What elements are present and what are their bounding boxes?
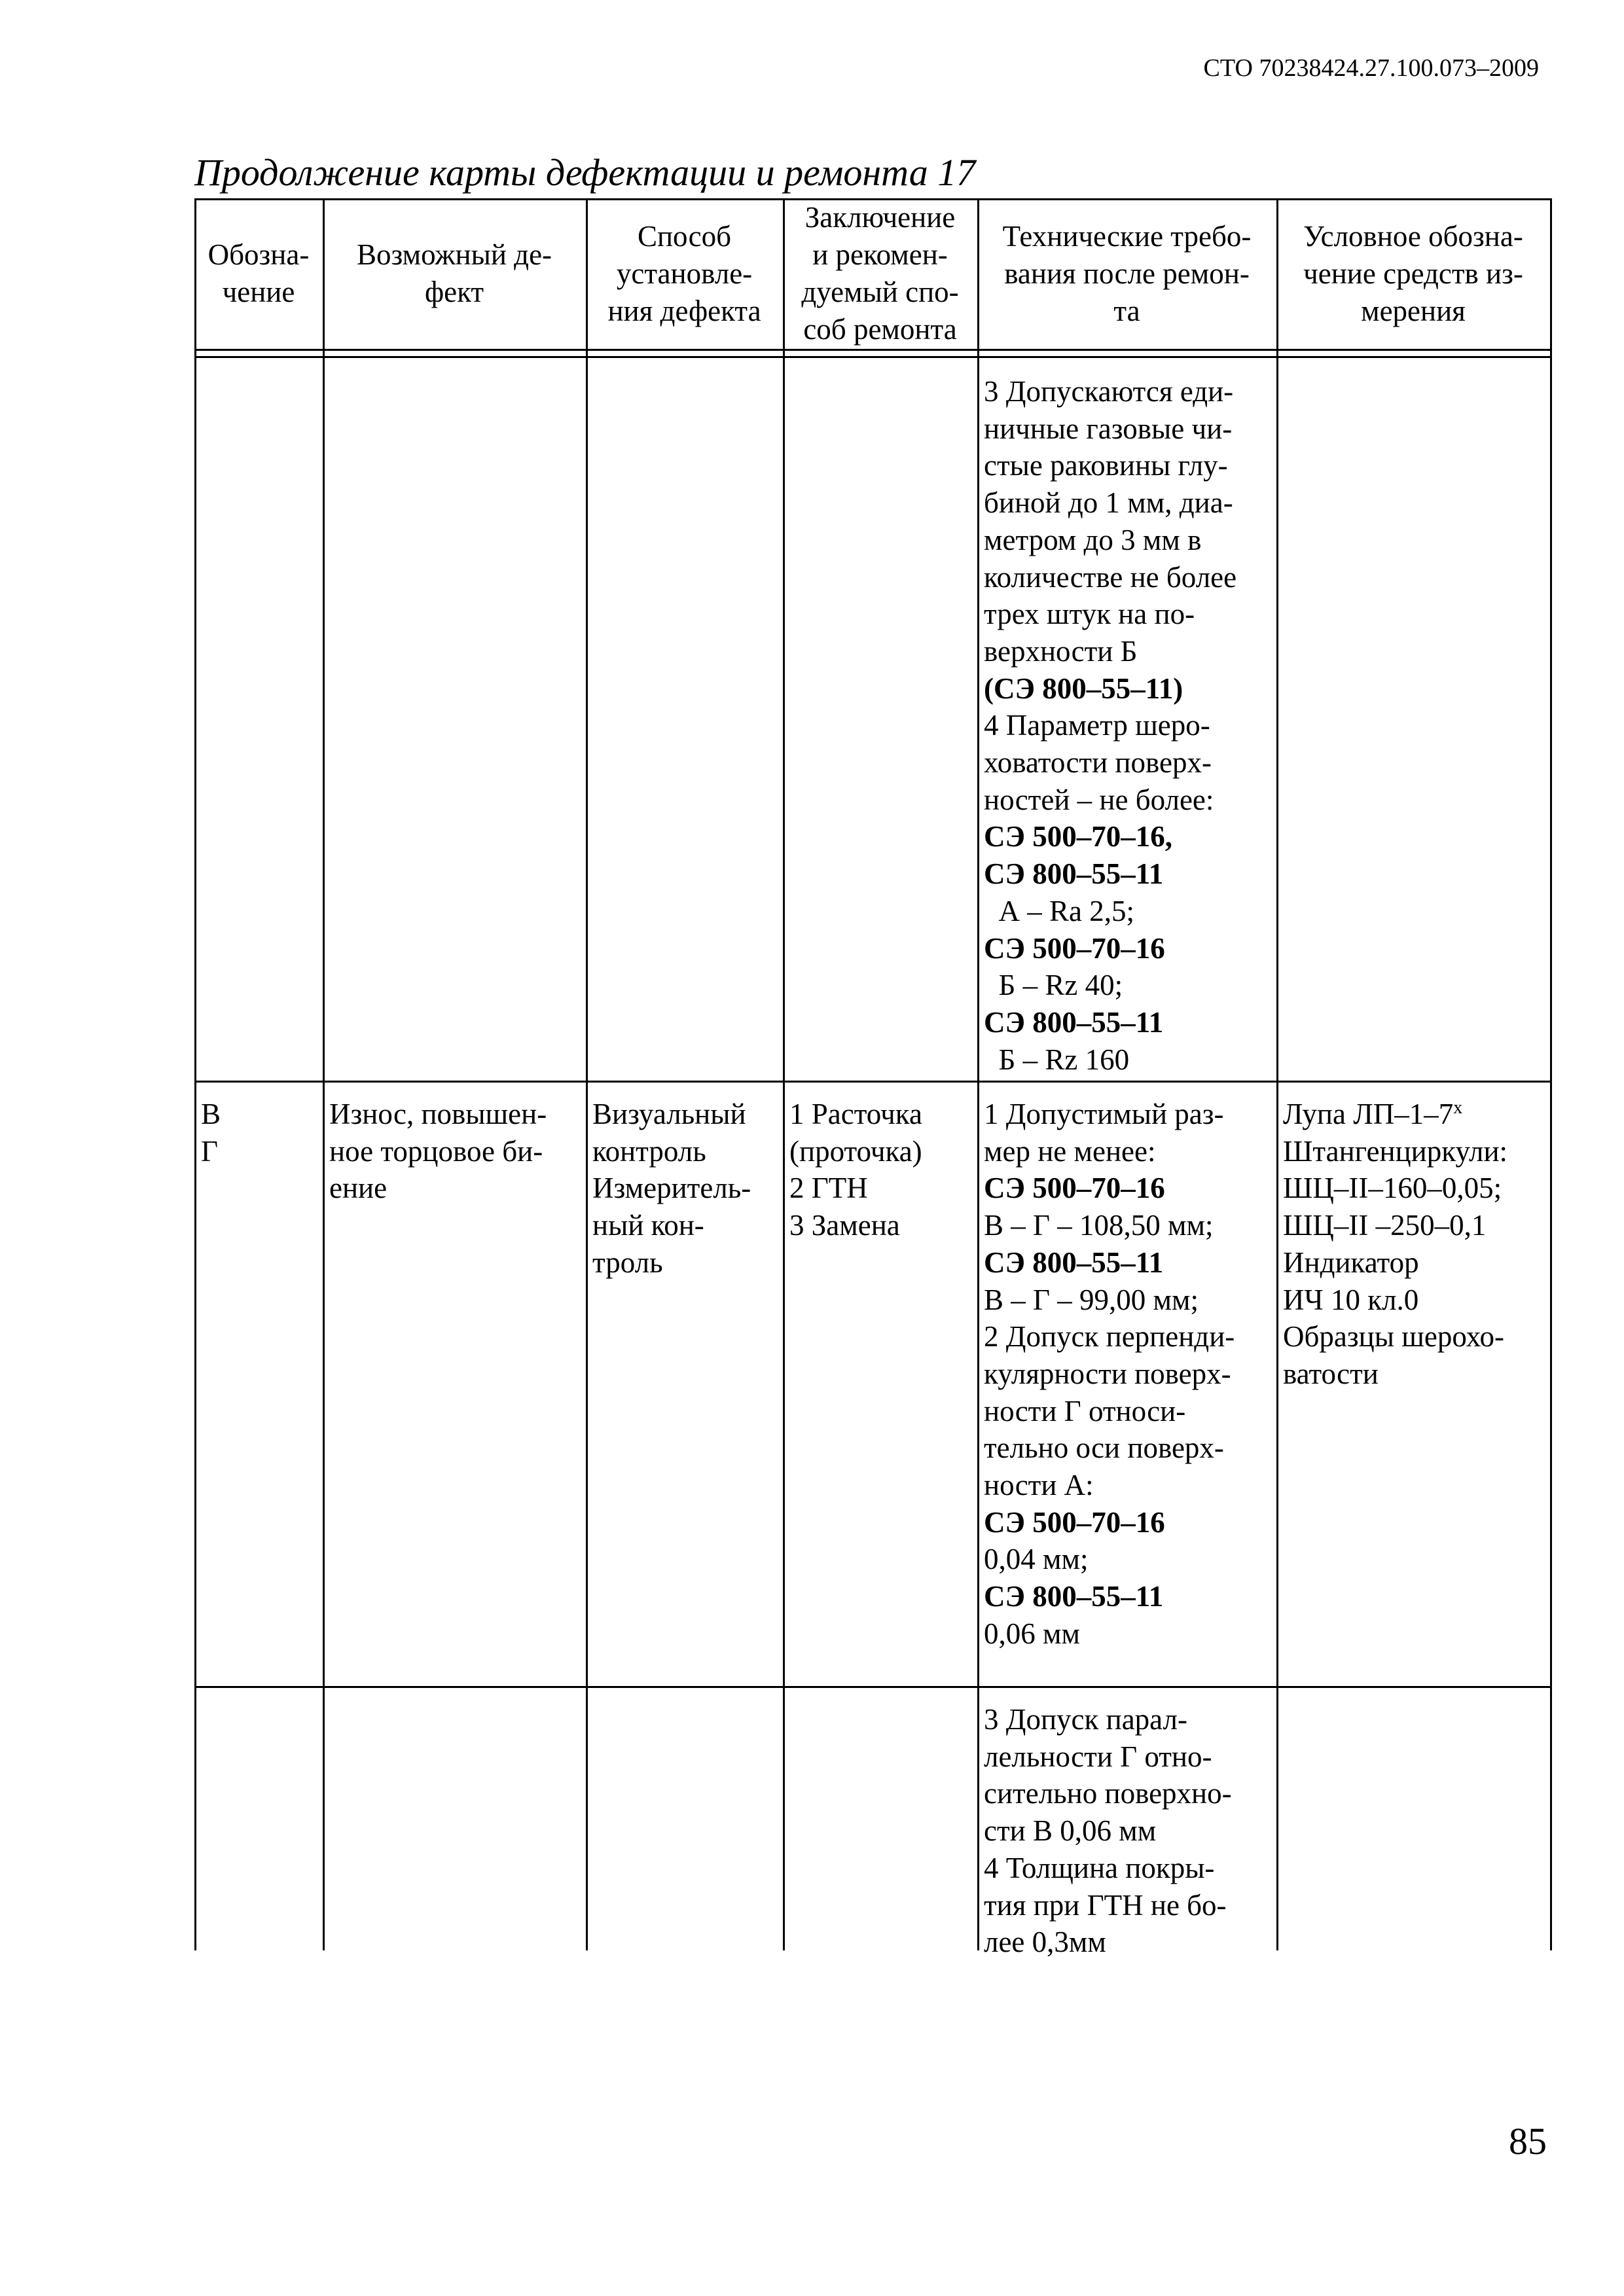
cell-text: сительно поверхно- xyxy=(984,1777,1232,1810)
cell-line xyxy=(984,1812,1232,1850)
cell-text: Образцы шерохо- xyxy=(1283,1320,1504,1354)
requirements-cell xyxy=(984,373,1236,1078)
defect-header xyxy=(325,236,583,311)
header-line: Возможный де- xyxy=(356,238,552,271)
cell-line xyxy=(1283,1207,1507,1244)
cell-text: СЭ 500–70–16, xyxy=(984,820,1173,853)
cell-line xyxy=(984,930,1236,967)
cell-line xyxy=(984,410,1236,448)
cell-line: троль xyxy=(592,1246,663,1279)
cell-line xyxy=(984,781,1236,819)
header-line: дуемый спо- xyxy=(801,276,959,308)
method-header xyxy=(588,218,780,330)
cell-line xyxy=(984,1355,1235,1393)
cell-line xyxy=(984,1244,1235,1282)
cell-line xyxy=(984,633,1236,670)
header-line: ния дефекта xyxy=(607,294,761,327)
cell-text: ностей – не более: xyxy=(984,783,1214,816)
header-line: фект xyxy=(424,276,484,308)
cell-line xyxy=(984,1701,1232,1738)
cell-line xyxy=(984,1467,1235,1504)
superscript: х xyxy=(1453,1098,1463,1118)
cell-line xyxy=(984,1096,1235,1133)
repair-cell xyxy=(789,1096,922,1244)
cell-text: ности А: xyxy=(984,1469,1094,1502)
column-divider xyxy=(977,198,979,1950)
row-divider xyxy=(194,1081,1551,1083)
cell-text: 0,04 мм; xyxy=(984,1543,1089,1576)
cell-text: СЭ 800–55–11 xyxy=(984,1246,1164,1279)
cell-line xyxy=(984,1924,1232,1961)
cell-text: трех штук на по- xyxy=(984,598,1195,631)
cell-text: ШЦ–II –250–0,1 xyxy=(1283,1209,1487,1242)
cell-line xyxy=(984,1318,1235,1355)
cell-line: ное торцовое би- xyxy=(329,1134,543,1168)
cell-line xyxy=(984,1504,1235,1541)
instruments-cell xyxy=(1283,1096,1507,1393)
defect-cell xyxy=(329,1096,547,1207)
cell-text: ИЧ 10 кл.0 xyxy=(1283,1283,1419,1316)
cell-line xyxy=(984,1170,1235,1207)
cell-line xyxy=(984,447,1236,484)
cell-text: 3 Допускаются еди- xyxy=(984,375,1234,408)
cell-line: Г xyxy=(201,1134,219,1168)
cell-line xyxy=(984,522,1236,559)
cell-line xyxy=(984,1615,1235,1653)
cell-text: СЭ 500–70–16 xyxy=(984,1505,1165,1539)
cell-text: А – Ra 2,5; xyxy=(984,894,1134,927)
cell-text: 4 Параметр шеро- xyxy=(984,709,1210,742)
cell-line: 3 Замена xyxy=(789,1209,900,1242)
requirements-header xyxy=(980,218,1274,330)
cell-line xyxy=(984,670,1236,708)
cell-text: В – Г – 108,50 мм; xyxy=(984,1209,1214,1242)
cell-line: (проточка) xyxy=(789,1134,922,1168)
header-line: Способ xyxy=(637,219,732,253)
cell-line xyxy=(984,1207,1235,1244)
cell-text: 2 Допуск перпенди- xyxy=(984,1320,1235,1354)
method-cell xyxy=(592,1096,751,1282)
cell-text: Индикатор xyxy=(1283,1246,1419,1279)
cell-text: сти В 0,06 мм xyxy=(984,1814,1157,1848)
header-line: мерения xyxy=(1361,294,1466,327)
requirements-cell xyxy=(984,1701,1232,1961)
designation-cell xyxy=(201,1096,221,1170)
cell-text: лельности Г отно- xyxy=(984,1740,1212,1773)
cell-line: контроль xyxy=(592,1134,706,1168)
cell-text: верхности Б xyxy=(984,634,1138,668)
cell-text: В – Г – 99,00 мм; xyxy=(984,1283,1199,1316)
header-line: та xyxy=(1113,294,1140,327)
header-line: и рекомен- xyxy=(812,238,948,271)
cell-line xyxy=(984,967,1236,1004)
cell-line xyxy=(1283,1355,1507,1393)
cell-line xyxy=(984,1775,1232,1812)
cell-line xyxy=(1283,1244,1507,1282)
cell-line xyxy=(984,559,1236,596)
cell-text: ШЦ–II–160–0,05; xyxy=(1283,1172,1502,1205)
cell-line xyxy=(984,744,1236,781)
cell-text: СЭ 800–55–11 xyxy=(984,1005,1164,1039)
cell-line xyxy=(1283,1170,1507,1207)
cell-text: 1 Допустимый раз- xyxy=(984,1098,1224,1130)
cell-line xyxy=(1283,1318,1507,1355)
cell-text: 4 Толщина покры- xyxy=(984,1851,1215,1884)
cell-line xyxy=(984,596,1236,633)
header-line: установле- xyxy=(616,257,753,290)
row-divider xyxy=(194,1686,1551,1688)
cell-line xyxy=(984,1738,1232,1776)
cell-line xyxy=(984,1004,1236,1041)
cell-text: Б – Rz 40; xyxy=(984,969,1123,1002)
designation-header xyxy=(197,236,320,311)
cell-text: ватости xyxy=(1283,1357,1379,1390)
cell-line xyxy=(1283,1133,1507,1170)
cell-line xyxy=(984,1887,1232,1924)
cell-line: 1 Расточка xyxy=(789,1098,922,1130)
cell-text: тельно оси поверх- xyxy=(984,1431,1224,1465)
cell-text: 3 Допуск парал- xyxy=(984,1703,1187,1736)
repair-header xyxy=(785,199,975,348)
cell-line: ение xyxy=(329,1172,388,1205)
instruments-header xyxy=(1279,218,1547,330)
cell-text: СЭ 800–55–11 xyxy=(984,857,1164,891)
header-line: Технические требо- xyxy=(1002,219,1252,253)
cell-line xyxy=(1283,1096,1507,1133)
cell-text: стые раковины глу- xyxy=(984,449,1228,482)
cell-text: 0,06 мм xyxy=(984,1617,1080,1650)
header-line: соб ремонта xyxy=(803,313,957,346)
cell-line xyxy=(984,1041,1236,1079)
cell-line xyxy=(984,1133,1235,1170)
header-line: Заключение xyxy=(804,201,956,234)
column-divider xyxy=(586,198,588,1950)
table-right-border xyxy=(1550,198,1552,1950)
header-line: чение xyxy=(222,276,295,308)
cell-text: биной до 1 мм, диа- xyxy=(984,486,1233,520)
cell-line xyxy=(984,1850,1232,1887)
cell-text: тия при ГТН не бо- xyxy=(984,1888,1227,1922)
cell-line xyxy=(984,707,1236,744)
cell-line xyxy=(984,484,1236,522)
column-divider xyxy=(1276,198,1278,1950)
requirements-cell xyxy=(984,1096,1235,1653)
cell-line xyxy=(984,818,1236,855)
cell-text: (СЭ 800–55–11) xyxy=(984,672,1183,705)
cell-line: Износ, повышен- xyxy=(329,1098,547,1130)
cell-text: ности Г относи- xyxy=(984,1394,1186,1427)
cell-text: Штангенциркули: xyxy=(1283,1134,1508,1168)
cell-line xyxy=(984,855,1236,893)
column-divider xyxy=(783,198,785,1950)
cell-text: Лупа ЛП–1–7 xyxy=(1283,1098,1454,1130)
cell-text: мер не менее: xyxy=(984,1134,1156,1168)
cell-line: В xyxy=(201,1098,221,1130)
document-code: СТО 70238424.27.100.073–2009 xyxy=(1203,54,1539,82)
cell-line xyxy=(984,893,1236,930)
cell-line: Визуальный xyxy=(592,1098,746,1130)
table-caption: Продолжение карты дефектации и ремонта 17 xyxy=(194,151,976,194)
cell-text: количестве не более xyxy=(984,560,1237,594)
column-divider xyxy=(323,198,325,1950)
table-left-border xyxy=(194,198,196,1950)
cell-text: СЭ 800–55–11 xyxy=(984,1580,1164,1613)
cell-text: ничные газовые чи- xyxy=(984,412,1233,445)
cell-text: СЭ 500–70–16 xyxy=(984,931,1165,965)
cell-text: метром до 3 мм в xyxy=(984,523,1202,556)
header-bottom-border-double xyxy=(194,356,1551,358)
cell-line xyxy=(984,1578,1235,1615)
cell-text: Б – Rz 160 xyxy=(984,1043,1130,1076)
cell-text: ховатости поверх- xyxy=(984,746,1212,780)
header-line: вания после ремон- xyxy=(1004,257,1250,290)
header-line: Обозна- xyxy=(208,238,310,271)
cell-line xyxy=(984,1541,1235,1578)
cell-line: Измеритель- xyxy=(592,1172,751,1205)
cell-line xyxy=(984,1393,1235,1430)
cell-line: 2 ГТН xyxy=(789,1172,868,1205)
page-number: 85 xyxy=(1509,2120,1547,2162)
header-line: Условное обозна- xyxy=(1303,219,1523,253)
cell-text: СЭ 500–70–16 xyxy=(984,1172,1165,1205)
cell-line xyxy=(984,1282,1235,1319)
cell-text: кулярности поверх- xyxy=(984,1357,1231,1390)
cell-line: ный кон- xyxy=(592,1209,704,1242)
cell-line xyxy=(1283,1282,1507,1319)
cell-line xyxy=(984,373,1236,410)
cell-line xyxy=(984,1429,1235,1467)
header-bottom-border xyxy=(194,349,1551,351)
header-line: чение средств из- xyxy=(1303,257,1523,290)
cell-text: лее 0,3мм xyxy=(984,1926,1106,1959)
